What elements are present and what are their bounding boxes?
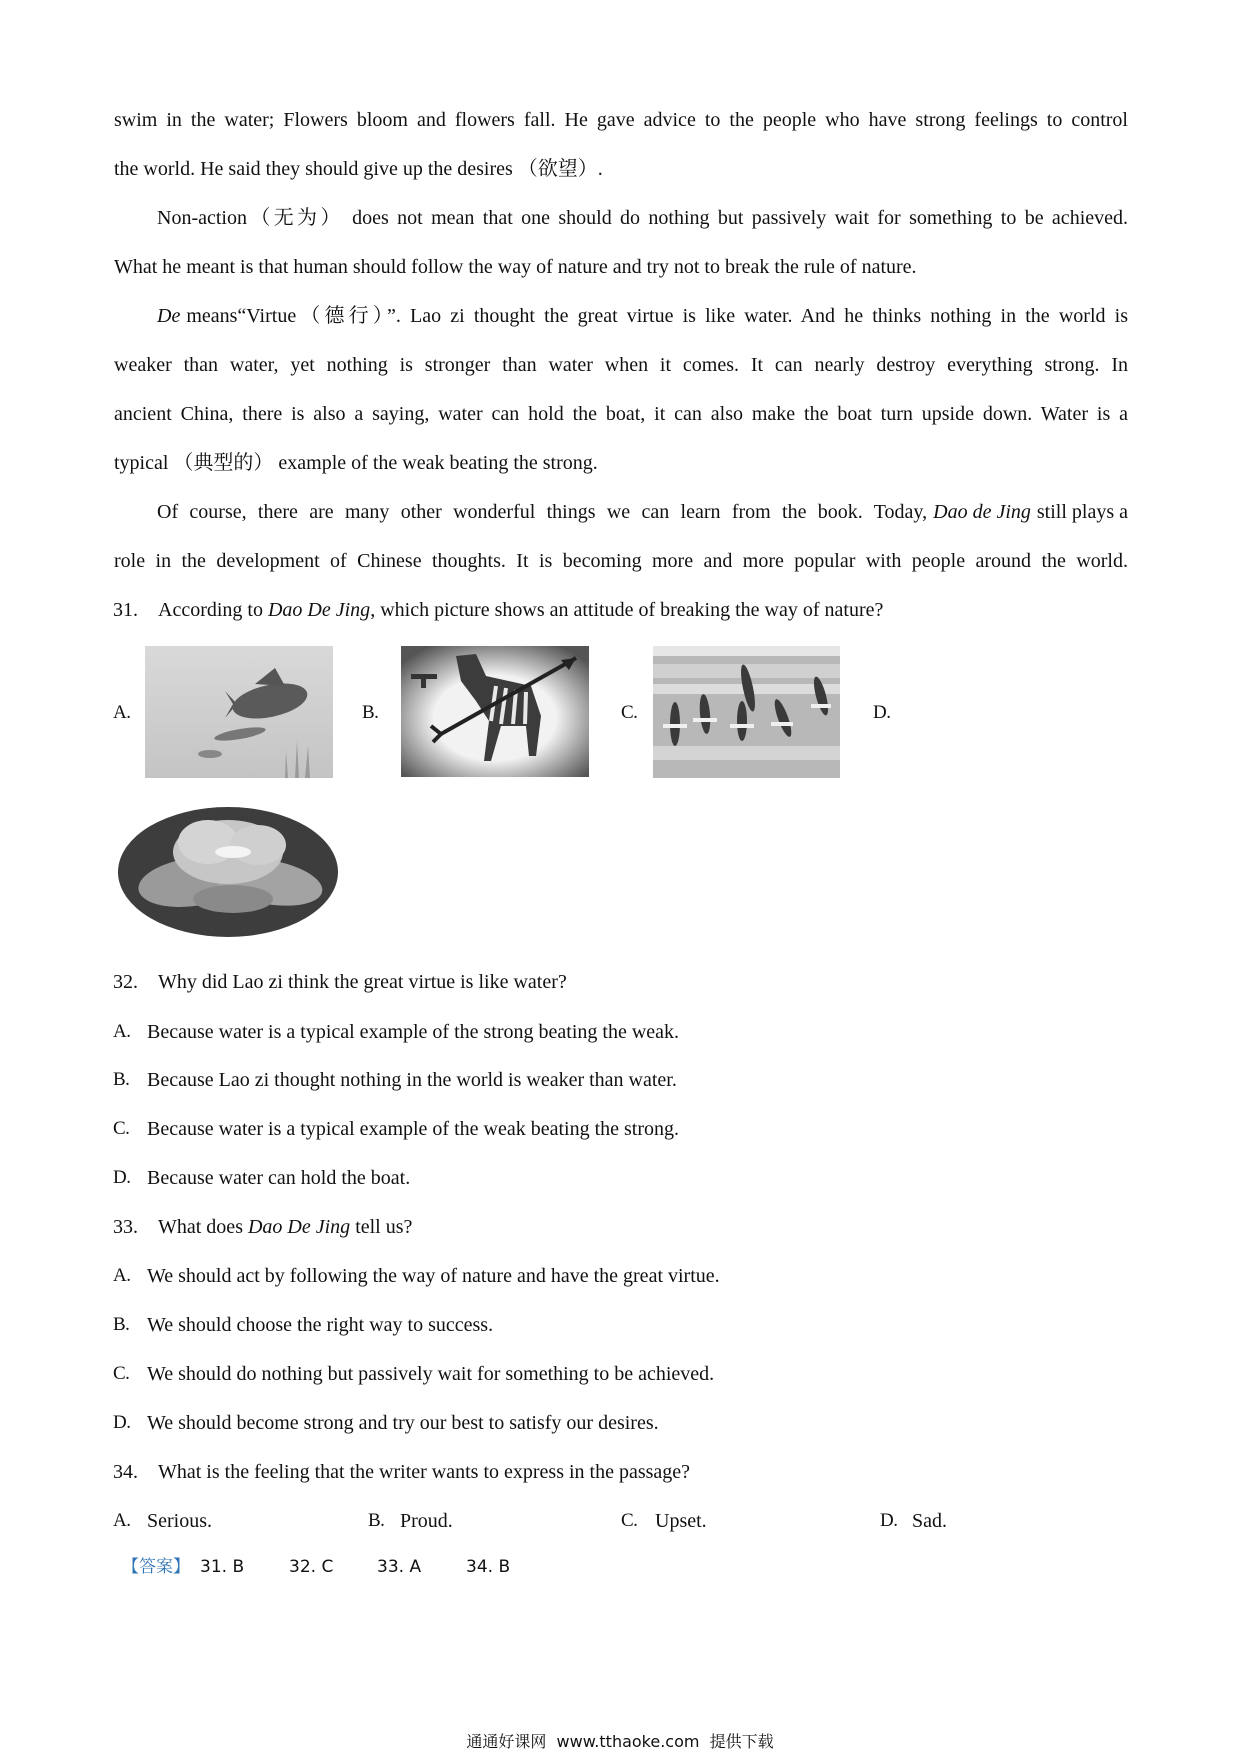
option-label: D. <box>113 1167 131 1188</box>
option-label: D. <box>880 1510 898 1531</box>
answer-item: 32. C <box>289 1557 334 1577</box>
question-text <box>158 597 883 623</box>
option-label: C. <box>113 1363 130 1384</box>
picture-fish <box>145 646 333 778</box>
option-label: B. <box>113 1069 130 1090</box>
answer-key <box>122 1553 511 1581</box>
passage-text: means“Virtue（德行）”. Lao zi thought the great virtue is like water. And he thinks nothing in the world is <box>186 305 1128 327</box>
option-text: Because water can hold the boat. <box>147 1167 411 1189</box>
option-text: Serious. <box>147 1510 212 1532</box>
option-label: D. <box>873 702 891 723</box>
answer-item: 31. B <box>200 1557 245 1577</box>
passage-line <box>157 303 1128 329</box>
option-text: Because Lao zi thought nothing in the world is weaker than water. <box>147 1069 677 1091</box>
footer-watermark: 通通好课网 www.tthaoke.com 提供下载 <box>466 1732 774 1751</box>
option-text: Upset. <box>655 1510 707 1532</box>
option-text: Sad. <box>912 1510 947 1532</box>
passage-line <box>157 499 1128 525</box>
option-label: C. <box>621 702 638 723</box>
question-text-part: What does <box>158 1216 243 1238</box>
question-text <box>158 1214 412 1240</box>
option-text: We should do nothing but passively wait for something to be achieved. <box>147 1363 715 1385</box>
question-number: 31. <box>113 599 138 621</box>
option-text: We should become strong and try our best to satisfy our desires. <box>147 1412 659 1434</box>
option-label: B. <box>368 1510 385 1531</box>
passage-text: still plays a <box>1036 501 1128 523</box>
passage-line: swim in the water; Flowers bloom and flowers fall. He gave advice to the people who have strong feelings to control <box>114 109 1128 131</box>
question-text-part: , which picture shows an attitude of breaking the way of nature? <box>370 599 884 621</box>
passage-text: Of course, there are many other wonderful things we can learn from the book. Today, <box>157 501 928 523</box>
question-number: 34. <box>113 1461 138 1483</box>
option-text: Proud. <box>400 1510 453 1532</box>
passage-line: the world. He said they should give up the desires （欲望）. <box>114 158 603 180</box>
option-label: C. <box>621 1510 638 1531</box>
question-text-part: tell us? <box>355 1216 413 1238</box>
option-text: We should choose the right way to success. <box>147 1314 494 1336</box>
question-text: Why did Lao zi think the great virtue is like water? <box>158 971 567 993</box>
answer-tag: 【答案】 <box>122 1557 190 1577</box>
option-label: B. <box>113 1314 130 1335</box>
option-label: C. <box>113 1118 130 1139</box>
passage-line: Non-action（无为） does not mean that one should do nothing but passively wait for something to be achieved. <box>157 207 1128 229</box>
picture-zebra-arrow <box>401 646 589 777</box>
option-label: A. <box>113 702 131 723</box>
italic-title: Dao De Jing <box>267 599 371 621</box>
passage-line: What he meant is that human should follow the way of nature and try not to break the rule of nature. <box>114 256 917 278</box>
answer-item: 34. B <box>466 1557 511 1577</box>
option-label: D. <box>113 1412 131 1433</box>
question-number: 33. <box>113 1216 138 1238</box>
option-label: A. <box>113 1265 131 1286</box>
option-text: Because water is a typical example of the strong beating the weak. <box>147 1021 680 1043</box>
picture-lotus <box>118 807 338 937</box>
answer-item: 33. A <box>377 1557 422 1577</box>
option-label: B. <box>362 702 379 723</box>
italic-title: Dao De Jing <box>247 1216 351 1238</box>
option-label: A. <box>113 1021 131 1042</box>
passage-line: typical （典型的） example of the weak beating the strong. <box>114 452 598 474</box>
option-text: We should act by following the way of nature and have the great virtue. <box>147 1265 720 1287</box>
picture-birds <box>653 646 840 778</box>
option-text: Because water is a typical example of the weak beating the strong. <box>147 1118 680 1140</box>
italic-title: Dao de Jing <box>933 501 1031 523</box>
question-text: What is the feeling that the writer wants to express in the passage? <box>158 1461 691 1483</box>
question-number: 32. <box>113 971 138 993</box>
passage-line: weaker than water, yet nothing is stronger than water when it comes. It can nearly destroy everything strong. In <box>114 354 1128 376</box>
passage-line: role in the development of Chinese thoughts. It is becoming more and more popular with people around the world. <box>114 550 1128 572</box>
passage-line: ancient China, there is also a saying, water can hold the boat, it can also make the boat turn upside down. Water is a <box>114 403 1128 425</box>
italic-term: De <box>157 305 181 327</box>
option-label: A. <box>113 1510 131 1531</box>
question-text-part: According to <box>158 599 263 621</box>
